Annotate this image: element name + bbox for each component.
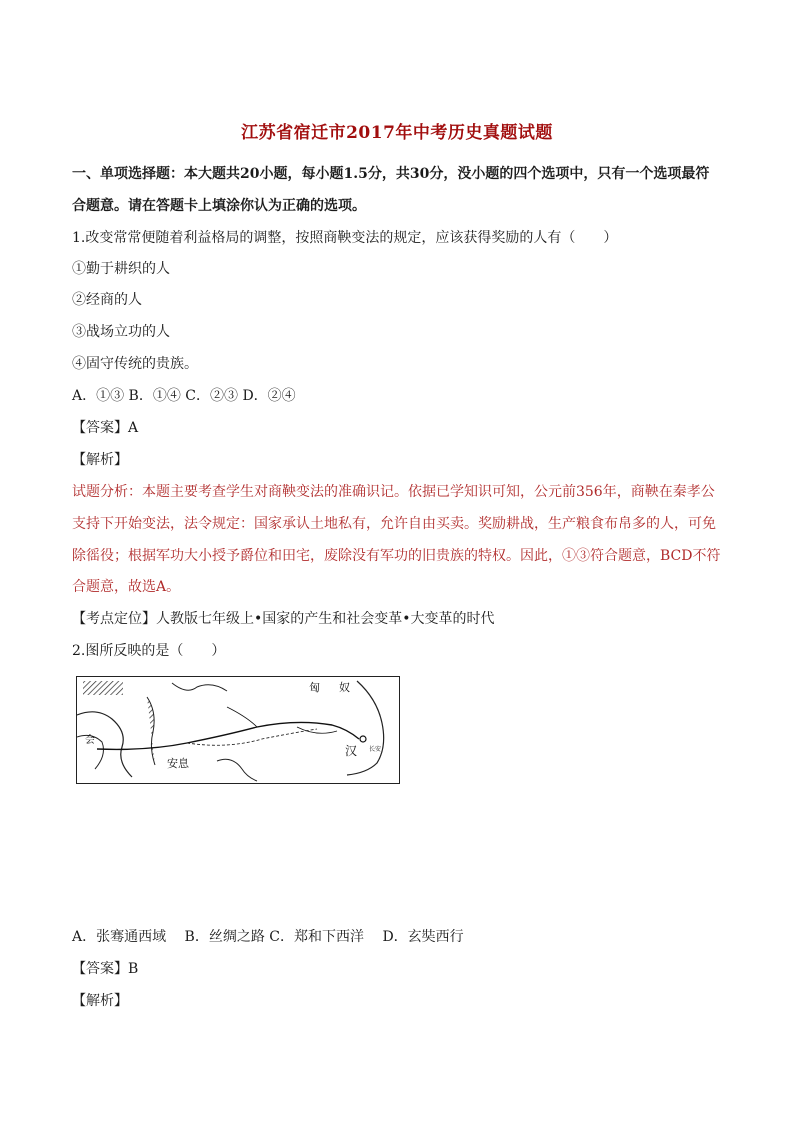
map-label-han: 汉 (345, 744, 358, 758)
silk-road-route (97, 722, 359, 749)
map-hatched-area (83, 681, 123, 695)
question-1-item-1: ①勤于耕织的人 (72, 261, 170, 277)
question-1-item-3: ③战场立功的人 (72, 324, 170, 340)
question-1-analysis-label: 【解析】 (72, 452, 128, 468)
question-2-options: A．张骞通西域 B．丝绸之路 C．郑和下西洋 D．玄奘西行 (72, 929, 464, 945)
question-1-analysis-line-3: 除徭役；根据军功大小授予爵位和田宅，废除没有军功的旧贵族的特权。因此，①③符合题意，BCD不符 (72, 548, 721, 564)
question-1-answer: 【答案】A (72, 420, 139, 436)
silk-road-map-drawing (77, 677, 399, 783)
question-1-item-2: ②经商的人 (72, 292, 142, 308)
map-label-dongluo: 会 (85, 735, 95, 746)
question-2-stem: 2.图所反映的是（ ） (72, 643, 226, 659)
section-heading-line-1: 一、单项选择题：本大题共20小题，每小题1.5分，共30分，没小题的四个选项中，只有一个选项最符 (72, 166, 710, 182)
map-coastline-south (217, 759, 257, 781)
question-1-analysis-line-1: 试题分析：本题主要考查学生对商鞅变法的准确识记。依据已学知识可知，公元前356年，商鞅在秦孝公 (72, 484, 715, 500)
silk-road-map (76, 676, 400, 784)
page-title: 江苏省宿迁市2017年中考历史真题试题 (241, 123, 553, 143)
map-desert-line (297, 727, 337, 733)
question-1-knowledge-point: 【考点定位】人教版七年级上•国家的产生和社会变革•大变革的时代 (72, 611, 495, 627)
map-mountain-line (227, 707, 257, 727)
question-1-options: A．①③ B．①④ C．②③ D．②④ (72, 388, 296, 404)
map-label-anxi: 安息 (167, 757, 189, 770)
question-1-stem: 1.改变常常便随着利益格局的调整，按照商鞅变法的规定，应该获得奖励的人有（ ） (72, 230, 618, 246)
map-label-changan: 长安 (369, 746, 382, 753)
question-1-item-4: ④固守传统的贵族。 (72, 356, 198, 372)
map-coastline-east (347, 681, 384, 775)
section-heading-line-2: 合题意。请在答题卡上填涂你认为正确的选项。 (72, 198, 366, 214)
question-1-analysis-line-4: 合题意，故选A。 (72, 579, 181, 595)
map-river-north (172, 683, 227, 691)
silk-road-branch-route (187, 729, 317, 745)
question-2-answer: 【答案】B (72, 961, 139, 977)
question-1-analysis-line-2: 支持下开始变法，法令规定：国家承认土地私有，允许自由买卖。奖励耕战，生产粮食布帛多的人，可免 (72, 516, 716, 532)
question-2-analysis-label: 【解析】 (72, 993, 128, 1009)
caspian-sea-shape (147, 697, 155, 765)
changan-city-marker (360, 736, 366, 742)
map-label-xiongnu-2: 奴 (339, 681, 350, 694)
map-label-xiongnu-1: 匈 (309, 681, 320, 694)
